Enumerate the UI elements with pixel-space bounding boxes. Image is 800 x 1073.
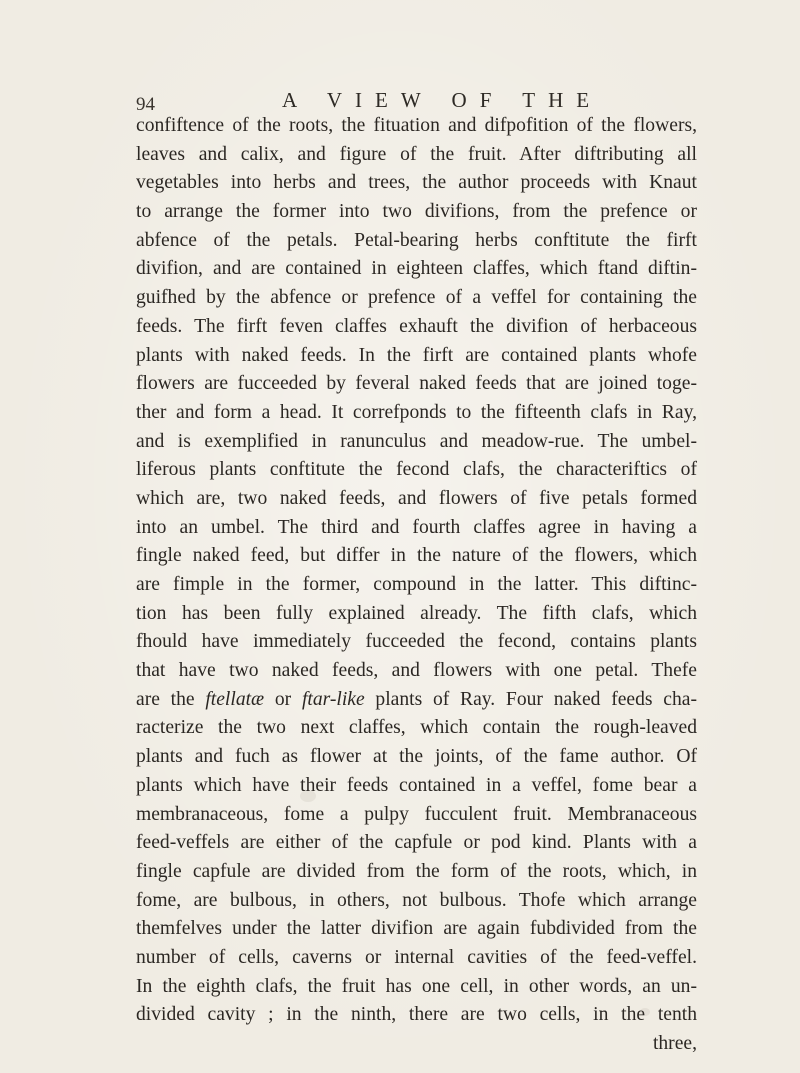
text-line: and is exemplified in ranunculus and meadow-rue. The umbel- [136, 430, 697, 452]
body-text [136, 112, 697, 1059]
text-line: which are, two naked feeds, and flowers of five petals formed [136, 487, 697, 509]
italic-term: ftellatæ [205, 688, 265, 710]
running-head: A VIEW OF THE [282, 88, 603, 112]
text-line: abfence of the petals. Petal-bearing herbs conftitute the firft [136, 229, 697, 251]
text-line: plants and fuch as flower at the joints, of the fame author. Of [136, 746, 697, 768]
text-line: flowers are fucceeded by feveral naked feeds that are joined toge- [136, 373, 697, 395]
text-line: fingle capfule are divided from the form of the roots, which, in [136, 860, 697, 882]
text-line: liferous plants conftitute the fecond clafs, the characteriftics of [136, 459, 697, 481]
text-line: into an umbel. The third and fourth claffes agree in having a [136, 516, 697, 538]
text-line: number of cells, caverns or internal cavities of the feed-veffel. [136, 946, 697, 968]
text-line: fome, are bulbous, in others, not bulbous. Thofe which arrange [136, 889, 697, 911]
text-line: divifion, and are contained in eighteen claffes, which ftand diftin- [136, 258, 697, 280]
text-line: membranaceous, fome a pulpy fucculent fruit. Membranaceous [136, 803, 697, 825]
text-line: themfelves under the latter divifion are again fubdivided from the [136, 918, 697, 940]
text-line: feeds. The firft feven claffes exhauft the divifion of herbaceous [136, 315, 697, 337]
text-line: plants which have their feeds contained in a veffel, fome bear a [136, 774, 697, 796]
text-line: racterize the two next claffes, which contain the rough-leaved [136, 717, 697, 739]
text-line: feed-veffels are either of the capfule or pod kind. Plants with a [136, 832, 697, 854]
text-line: divided cavity ; in the ninth, there are two cells, in the tenth [136, 1004, 697, 1026]
text-line: In the eighth clafs, the fruit has one cell, in other words, an un- [136, 975, 697, 997]
text-line: are the ftellatæ or ftar-like plants of Ray. Four naked feeds cha- [136, 688, 697, 710]
text-line: tion has been fully explained already. The fifth clafs, which [136, 602, 697, 624]
catchword: three, [652, 1033, 697, 1054]
text-line: confiftence of the roots, the fituation and difpofition of the flowers, [136, 115, 697, 136]
text-line: guifhed by the abfence or prefence of a veffel for containing the [136, 287, 697, 309]
text-line: fhould have immediately fucceeded the fecond, contains plants [136, 631, 697, 653]
text-line: vegetables into herbs and trees, the author proceeds with Knaut [136, 172, 697, 194]
text-line: plants with naked feeds. In the firft are contained plants whofe [136, 344, 697, 366]
text-line: are fimple in the former, compound in the latter. This diftinc- [136, 574, 697, 595]
italic-term: ftar-like [301, 688, 365, 710]
text-line: ther and form a head. It correfponds to the fifteenth clafs in Ray, [136, 401, 697, 423]
page-number: 94 [136, 94, 155, 115]
text-line: fingle naked feed, but differ in the nature of the flowers, which [136, 545, 697, 567]
text-line: to arrange the former into two divifions, from the prefence or [136, 201, 697, 223]
text-line: leaves and calix, and figure of the fruit. After diftributing all [136, 143, 697, 165]
text-line: that have two naked feeds, and flowers with one petal. Thefe [136, 660, 697, 682]
